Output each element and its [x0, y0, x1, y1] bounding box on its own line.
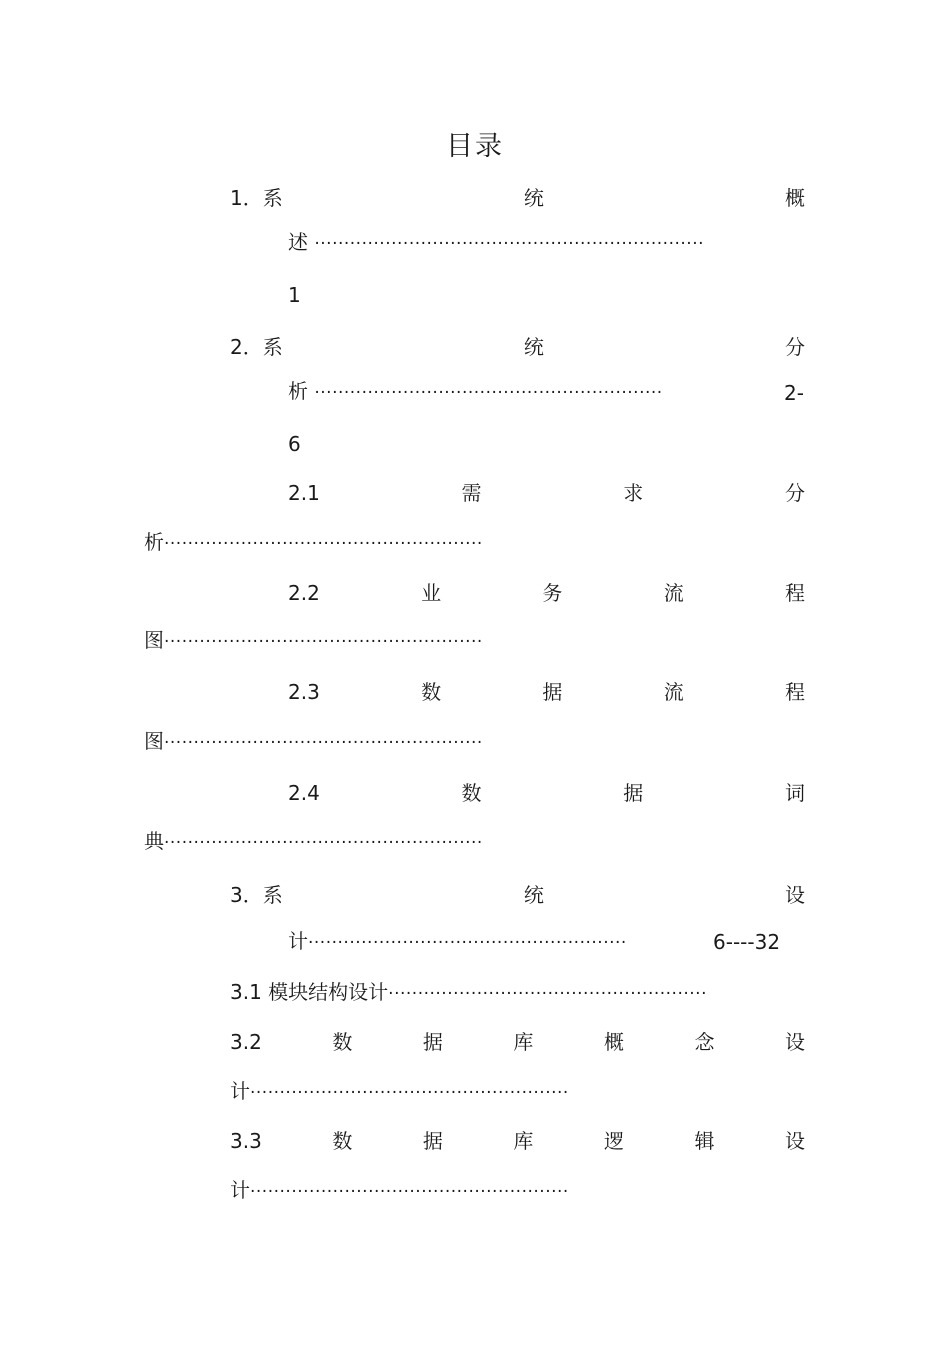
toc-text: 设: [785, 1030, 805, 1054]
toc-entry-2-3: [288, 680, 805, 704]
toc-text: 计: [230, 1178, 250, 1202]
toc-text: 概: [784, 186, 805, 210]
toc-text: 设: [784, 883, 805, 907]
toc-text: 设: [785, 1129, 805, 1153]
toc-text: 图: [144, 628, 164, 652]
toc-text: 据: [422, 1129, 443, 1153]
toc-text: 2.3: [288, 680, 320, 704]
toc-text: 述: [288, 230, 308, 254]
toc-text: 词: [784, 781, 805, 805]
toc-text: 2.4: [288, 781, 320, 805]
toc-text: 1．系: [230, 186, 283, 210]
toc-leader-dots: ······················································: [388, 984, 707, 1004]
toc-text: 典: [144, 829, 164, 853]
page-title: 目录: [446, 131, 504, 162]
toc-continuation: [144, 729, 483, 755]
toc-text: 程: [785, 581, 805, 605]
toc-text: 统: [523, 883, 544, 907]
toc-text: 库: [513, 1129, 534, 1153]
toc-continuation: [288, 379, 663, 405]
toc-text: 2.1: [288, 481, 320, 505]
toc-entry-3-3: [230, 1129, 805, 1153]
toc-text: 3.2: [230, 1030, 262, 1054]
toc-page-number: 6----32: [713, 930, 781, 954]
toc-text: 求: [623, 481, 644, 505]
toc-text: 3.1 模块结构设计: [230, 980, 389, 1004]
toc-text: 分: [784, 335, 805, 359]
toc-text: 分: [784, 481, 805, 505]
toc-entry-1: [230, 186, 805, 210]
toc-page-number: 2-: [784, 381, 804, 405]
toc-text: 据: [542, 680, 563, 704]
toc-text: 计: [230, 1079, 250, 1103]
toc-text: 辑: [694, 1129, 715, 1153]
toc-leader-dots: ······················································: [164, 733, 483, 753]
toc-text: 念: [694, 1030, 715, 1054]
toc-page-number: 6: [288, 432, 301, 456]
toc-text: 数: [332, 1030, 353, 1054]
toc-continuation: [230, 1178, 569, 1204]
toc-text: 流: [663, 581, 684, 605]
toc-text: 析: [144, 530, 164, 554]
toc-continuation: [144, 628, 483, 654]
toc-text: 程: [785, 680, 805, 704]
toc-text: 2．系: [230, 335, 283, 359]
toc-text: 业: [421, 581, 442, 605]
toc-text: 3.3: [230, 1129, 262, 1153]
toc-page-number: 1: [288, 283, 301, 307]
toc-text: 3．系: [230, 883, 283, 907]
toc-continuation: [288, 230, 704, 256]
toc-text: 流: [663, 680, 684, 704]
toc-text: 需: [461, 481, 482, 505]
toc-leader-dots: ······················································: [250, 1083, 569, 1103]
toc-text: 据: [623, 781, 644, 805]
toc-text: 统: [523, 186, 544, 210]
toc-entry-3-1: [230, 980, 707, 1006]
toc-text: 数: [461, 781, 482, 805]
toc-leader-dots: ··································································: [314, 234, 705, 254]
toc-entry-3: [230, 883, 805, 907]
toc-text: 务: [542, 581, 563, 605]
toc-leader-dots: ······················································: [164, 534, 483, 554]
toc-text: 2.2: [288, 581, 320, 605]
toc-text: 逻: [603, 1129, 624, 1153]
toc-continuation: [230, 1079, 569, 1105]
toc-entry-2-4: [288, 781, 805, 805]
toc-text: 概: [603, 1030, 624, 1054]
toc-leader-dots: ······················································: [164, 833, 483, 853]
toc-entry-2-2: [288, 581, 805, 605]
toc-text: 统: [523, 335, 544, 359]
toc-leader-dots: ···························································: [314, 383, 663, 403]
toc-text: 析: [288, 379, 308, 403]
toc-text: 计: [288, 929, 308, 953]
toc-continuation: [144, 530, 483, 556]
toc-entry-2-1: [288, 481, 805, 505]
toc-text: 图: [144, 729, 164, 753]
toc-entry-3-2: [230, 1030, 805, 1054]
toc-leader-dots: ······················································: [250, 1182, 569, 1202]
toc-text: 数: [332, 1129, 353, 1153]
toc-text: 库: [513, 1030, 534, 1054]
toc-leader-dots: ······················································: [308, 933, 627, 953]
toc-entry-2: [230, 335, 805, 359]
toc-continuation: [144, 829, 483, 855]
toc-text: 数: [421, 680, 442, 704]
toc-continuation: [288, 929, 627, 955]
toc-text: 据: [422, 1030, 443, 1054]
toc-leader-dots: ······················································: [164, 632, 483, 652]
